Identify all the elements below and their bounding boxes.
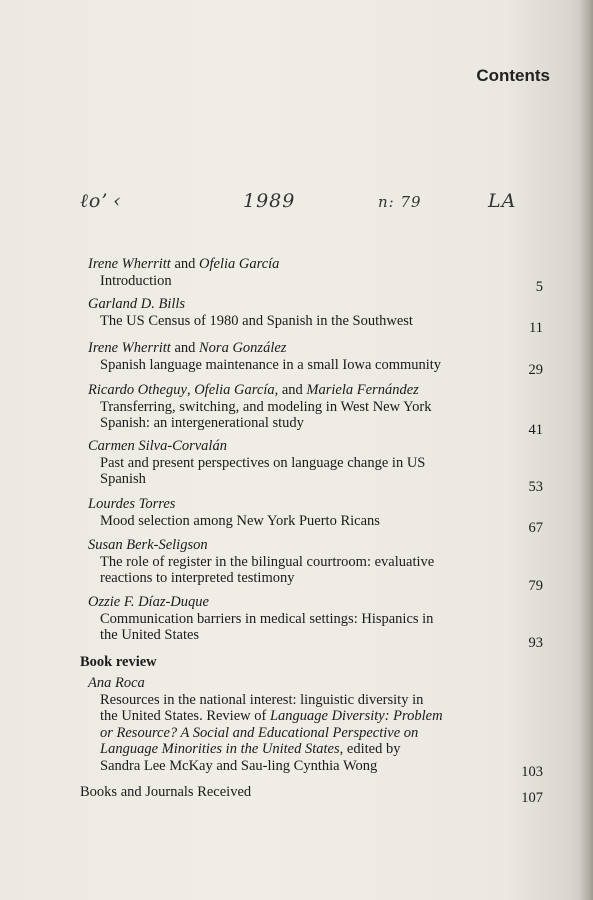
author-separator: and — [170, 256, 200, 272]
author-name: Lourdes Torres — [88, 496, 176, 512]
entry-authors — [88, 296, 543, 313]
entry-title-line: Spanish — [100, 471, 146, 487]
title-text: the United States. Review of — [100, 708, 270, 724]
toc-entry — [88, 438, 543, 495]
toc-entry — [88, 496, 543, 536]
author-separator: , — [186, 382, 195, 398]
author-name: Garland D. Bills — [88, 296, 186, 312]
entry-title: Mood selection among New York Puerto Ricans — [100, 512, 380, 529]
entry-authors — [88, 438, 543, 455]
toc-entry — [88, 256, 543, 295]
entry-authors — [88, 496, 543, 513]
toc-entry — [88, 296, 543, 336]
entry-title-line: the United States — [100, 627, 200, 643]
entry-authors — [88, 340, 543, 357]
page-number: 41 — [528, 422, 543, 438]
toc-entry — [88, 340, 543, 378]
page-number: 29 — [528, 362, 543, 378]
book-review-heading: Book review — [80, 654, 157, 670]
book-title-text: or Resource? A Social and Educational Perspective on — [100, 724, 419, 741]
entry-title-line: reactions to interpreted testimony — [100, 570, 295, 586]
author-separator: and — [170, 340, 200, 356]
page-number: 67 — [528, 520, 543, 536]
entry-title-line — [88, 741, 543, 758]
page-number: 93 — [528, 635, 543, 651]
entry-title-line: Spanish: an intergenerational study — [100, 415, 304, 431]
author-name: Irene Wherritt — [88, 256, 171, 272]
entry-authors — [88, 256, 543, 273]
author-name: Susan Berk-Seligson — [88, 537, 208, 553]
author-name: Ana Roca — [88, 675, 145, 691]
page-number: 53 — [528, 479, 543, 495]
toc-entry — [88, 594, 543, 651]
entry-title-line: Resources in the national interest: linguistic diversity in — [100, 691, 424, 708]
page-number: 79 — [528, 578, 543, 594]
contents-heading: Contents — [476, 66, 550, 85]
author-name: Irene Wherritt — [88, 340, 171, 356]
author-name: Ofelia García — [199, 256, 280, 272]
author-name: Mariela Fernández — [306, 382, 419, 398]
entry-title-line: Communication barriers in medical settings: Hispanics in — [100, 610, 434, 627]
entry-authors — [88, 675, 543, 692]
author-separator: , and — [274, 382, 307, 398]
entry-title-line — [88, 725, 543, 742]
author-name: Ricardo Otheguy — [88, 382, 187, 398]
toc-entry — [88, 382, 543, 438]
book-title-text: Language Diversity: Problem — [269, 708, 443, 724]
title-text: , edited by — [339, 741, 401, 757]
entry-authors — [88, 382, 543, 399]
handwritten-ref: ℓo’ ‹ — [80, 190, 122, 212]
page-number: 5 — [535, 279, 543, 295]
books-received-label: Books and Journals Received — [80, 784, 252, 800]
handwritten-issue: n: 79 — [378, 193, 422, 211]
entry-title: Spanish language maintenance in a small Iowa community — [100, 356, 442, 373]
book-review-entry — [88, 675, 543, 780]
author-name: Ozzie F. Díaz-Duque — [88, 594, 209, 610]
entry-title-line: Transferring, switching, and modeling in West New York — [100, 398, 432, 415]
book-title-text: Language Minorities in the United States — [100, 741, 340, 757]
page-edge-shadow — [579, 0, 593, 900]
entry-authors — [88, 537, 543, 554]
handwritten-year: 1989 — [243, 190, 296, 212]
page-number: 107 — [521, 790, 543, 806]
entry-title-line — [88, 708, 543, 725]
entry-authors — [88, 594, 543, 611]
handwritten-code: LA — [488, 190, 517, 212]
author-name: Nora González — [199, 340, 287, 356]
page-number: 11 — [529, 320, 543, 336]
entry-title: Introduction — [100, 272, 172, 289]
page-number: 103 — [521, 764, 543, 780]
books-received-entry — [80, 784, 543, 806]
author-name: Ofelia García — [194, 382, 275, 398]
entry-title-line: Sandra Lee McKay and Sau-ling Cynthia Wong — [100, 757, 378, 774]
entry-title: The US Census of 1980 and Spanish in the Southwest — [100, 312, 413, 329]
entry-title-line: Past and present perspectives on language change in US — [100, 454, 426, 471]
toc-entry — [88, 537, 543, 594]
entry-title-line: The role of register in the bilingual courtroom: evaluative — [100, 553, 435, 570]
author-name: Carmen Silva-Corvalán — [88, 438, 227, 454]
